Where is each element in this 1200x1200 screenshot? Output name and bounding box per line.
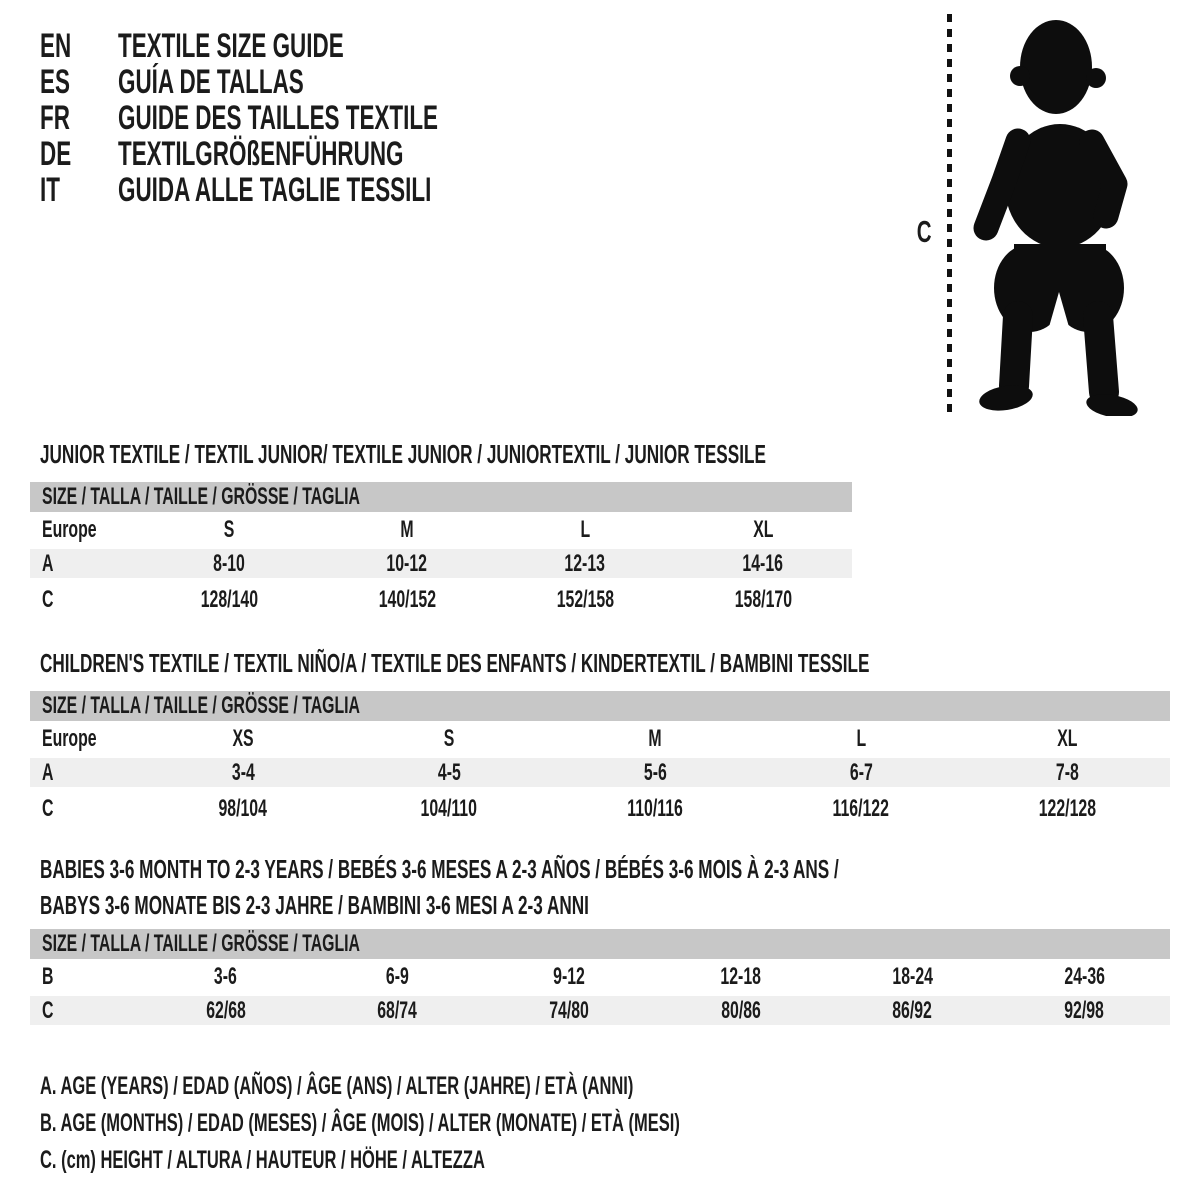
table-cell <box>552 725 758 753</box>
size-table-header: SIZE / TALLA / TAILLE / GRÖSSE / TAGLIA <box>30 691 1170 721</box>
table-cell-text: M <box>648 724 662 752</box>
table-cell <box>827 997 999 1025</box>
table-cell <box>674 550 852 578</box>
language-title-text: GUIDE DES TAILLES TEXTILE <box>118 99 439 137</box>
size-table-rows <box>30 959 1170 1029</box>
table-cell <box>346 795 552 823</box>
table-cell <box>655 997 827 1025</box>
table-row <box>30 791 1170 826</box>
language-code <box>40 172 118 208</box>
language-title <box>118 100 603 136</box>
language-title <box>118 64 603 100</box>
table-cell-text: 24-36 <box>1063 962 1105 990</box>
language-title-list <box>40 28 603 208</box>
table-cell-text: 122/128 <box>1038 794 1096 822</box>
height-measure-label: C <box>916 214 932 249</box>
table-row <box>30 547 852 582</box>
table-cell <box>964 759 1170 787</box>
table-cell-text: 62/68 <box>206 996 246 1024</box>
table-cell-text: 4-5 <box>437 758 461 786</box>
table-cell-text: 6-7 <box>849 758 873 786</box>
table-cell-text: 3-4 <box>231 758 255 786</box>
table-cell <box>552 759 758 787</box>
language-title <box>118 136 603 172</box>
language-code <box>40 64 118 100</box>
language-title-text: TEXTILGRÖßENFÜHRUNG <box>118 135 404 173</box>
table-cell <box>496 516 674 544</box>
measurement-figure <box>900 0 1200 430</box>
section-title-line: BABIES 3-6 MONTH TO 2-3 YEARS / BEBÉS 3-6 MESES A 2-3 AÑOS / BÉBÉS 3-6 MOIS À 2-3 ANS / <box>40 854 839 884</box>
table-cell-text: 12-13 <box>564 549 606 577</box>
table-cell <box>496 586 674 614</box>
table-cell <box>140 586 318 614</box>
table-cell-text: 140/152 <box>378 585 436 613</box>
size-table-header: SIZE / TALLA / TAILLE / GRÖSSE / TAGLIA <box>30 929 1170 959</box>
row-label-text: B <box>42 962 54 990</box>
table-cell <box>346 759 552 787</box>
table-cell <box>827 963 999 991</box>
table-cell <box>758 759 964 787</box>
section-title-line: BABYS 3-6 MONATE BIS 2-3 JAHRE / BAMBINI 3-6 MESI A 2-3 ANNI <box>40 890 589 920</box>
table-cell-text: 3-6 <box>214 962 238 990</box>
table-row <box>30 582 852 617</box>
table-cell <box>758 725 964 753</box>
table-cell-text: 98/104 <box>218 794 268 822</box>
table-cell <box>483 963 655 991</box>
legend-line: B. AGE (MONTHS) / EDAD (MESES) / ÂGE (MOIS) / ALTER (MONATE) / ETÀ (MESI) <box>40 1109 680 1137</box>
language-code-text: EN <box>40 27 72 65</box>
section-babies-textile <box>30 851 1200 1029</box>
table-cell <box>758 795 964 823</box>
table-row <box>30 512 852 547</box>
table-cell <box>998 997 1170 1025</box>
row-label-text: C <box>42 996 54 1024</box>
table-cell-text: S <box>223 515 235 543</box>
language-title <box>118 28 603 64</box>
table-cell-text: 12-18 <box>720 962 762 990</box>
table-cell-text: S <box>443 724 455 752</box>
table-cell <box>496 550 674 578</box>
language-title-text: GUÍA DE TALLAS <box>118 63 304 101</box>
row-label-text: Europe <box>42 515 97 543</box>
section-title-line: JUNIOR TEXTILE / TEXTIL JUNIOR/ TEXTILE JUNIOR / JUNIORTEXTIL / JUNIOR TESSILE <box>40 439 766 469</box>
table-cell-text: L <box>856 724 866 752</box>
language-title-text: GUIDA ALLE TAGLIE TESSILI <box>118 171 432 209</box>
row-label-text: A <box>42 758 54 786</box>
row-label <box>30 997 140 1025</box>
row-label <box>30 725 140 753</box>
table-cell <box>674 586 852 614</box>
row-label-text: A <box>42 549 54 577</box>
table-cell-text: L <box>580 515 590 543</box>
table-cell-text: 80/86 <box>721 996 761 1024</box>
section-title <box>40 436 1140 472</box>
row-label <box>30 586 140 614</box>
table-cell <box>140 963 312 991</box>
table-cell-text: 14-16 <box>742 549 784 577</box>
table-cell <box>140 516 318 544</box>
table-cell <box>552 795 758 823</box>
table-cell <box>318 586 496 614</box>
language-title-text: TEXTILE SIZE GUIDE <box>118 27 344 65</box>
table-row <box>30 959 1170 994</box>
size-table <box>30 929 1170 1029</box>
table-cell-text: 116/122 <box>832 794 890 822</box>
toddler-silhouette <box>968 16 1138 416</box>
table-cell-text: 92/98 <box>1064 996 1105 1024</box>
table-cell-text: XL <box>752 515 774 543</box>
row-label <box>30 795 140 823</box>
section-title <box>40 851 1200 923</box>
legend-line: A. AGE (YEARS) / EDAD (AÑOS) / ÂGE (ANS) / ALTER (JAHRE) / ETÀ (ANNI) <box>40 1072 634 1100</box>
height-measure-line <box>947 14 952 418</box>
table-cell-text: 128/140 <box>200 585 258 613</box>
size-table-rows <box>30 512 852 617</box>
language-code <box>40 28 118 64</box>
table-cell-text: 86/92 <box>892 996 933 1024</box>
table-cell <box>140 997 312 1025</box>
table-cell <box>964 725 1170 753</box>
size-table-header: SIZE / TALLA / TAILLE / GRÖSSE / TAGLIA <box>30 482 852 512</box>
table-cell <box>674 516 852 544</box>
row-label <box>30 516 140 544</box>
table-cell <box>318 550 496 578</box>
table-cell <box>140 795 346 823</box>
table-cell-text: XS <box>232 724 254 752</box>
table-row <box>30 721 1170 756</box>
table-cell-text: 5-6 <box>643 758 667 786</box>
table-cell <box>140 759 346 787</box>
table-cell-text: 68/74 <box>377 996 418 1024</box>
legend <box>40 1068 1009 1179</box>
table-cell-text: 8-10 <box>213 549 245 577</box>
table-cell-text: 9-12 <box>553 962 586 990</box>
section-childrens-textile <box>30 645 1200 826</box>
row-label <box>30 550 140 578</box>
table-cell-text: 110/116 <box>627 794 683 822</box>
size-table <box>30 691 1170 826</box>
table-cell <box>140 550 318 578</box>
row-label <box>30 963 140 991</box>
language-code-text: FR <box>40 99 70 137</box>
section-junior-textile <box>30 436 1140 617</box>
table-cell-text: M <box>400 515 414 543</box>
table-cell <box>346 725 552 753</box>
section-title <box>40 645 1200 681</box>
table-cell <box>483 997 655 1025</box>
table-cell-text: 6-9 <box>386 962 409 990</box>
table-cell <box>655 963 827 991</box>
row-label-text: C <box>42 585 54 613</box>
section-title-line: CHILDREN'S TEXTILE / TEXTIL NIÑO/A / TEXTILE DES ENFANTS / KINDERTEXTIL / BAMBINI TESSILE <box>40 648 870 678</box>
table-cell-text: 104/110 <box>420 794 478 822</box>
table-cell-text: 10-12 <box>386 549 428 577</box>
language-title <box>118 172 603 208</box>
size-table <box>30 482 852 617</box>
table-cell-text: 7-8 <box>1055 758 1079 786</box>
legend-line: C. (cm) HEIGHT / ALTURA / HAUTEUR / HÖHE / ALTEZZA <box>40 1146 485 1174</box>
table-row <box>30 994 1170 1029</box>
table-cell-text: XL <box>1056 724 1078 752</box>
language-code-text: ES <box>40 63 70 101</box>
table-cell-text: 152/158 <box>556 585 614 613</box>
table-cell <box>998 963 1170 991</box>
table-cell <box>964 795 1170 823</box>
language-code-text: DE <box>40 135 72 173</box>
table-row <box>30 756 1170 791</box>
row-label <box>30 759 140 787</box>
table-cell <box>312 997 484 1025</box>
row-label-text: Europe <box>42 724 97 752</box>
table-cell-text: 158/170 <box>734 585 792 613</box>
table-cell-text: 18-24 <box>892 962 933 990</box>
language-code-text: IT <box>40 171 60 209</box>
language-code <box>40 100 118 136</box>
table-cell <box>318 516 496 544</box>
table-cell-text: 74/80 <box>549 996 589 1024</box>
size-table-rows <box>30 721 1170 826</box>
table-cell <box>140 725 346 753</box>
table-cell <box>312 963 484 991</box>
row-label-text: C <box>42 794 54 822</box>
language-code <box>40 136 118 172</box>
